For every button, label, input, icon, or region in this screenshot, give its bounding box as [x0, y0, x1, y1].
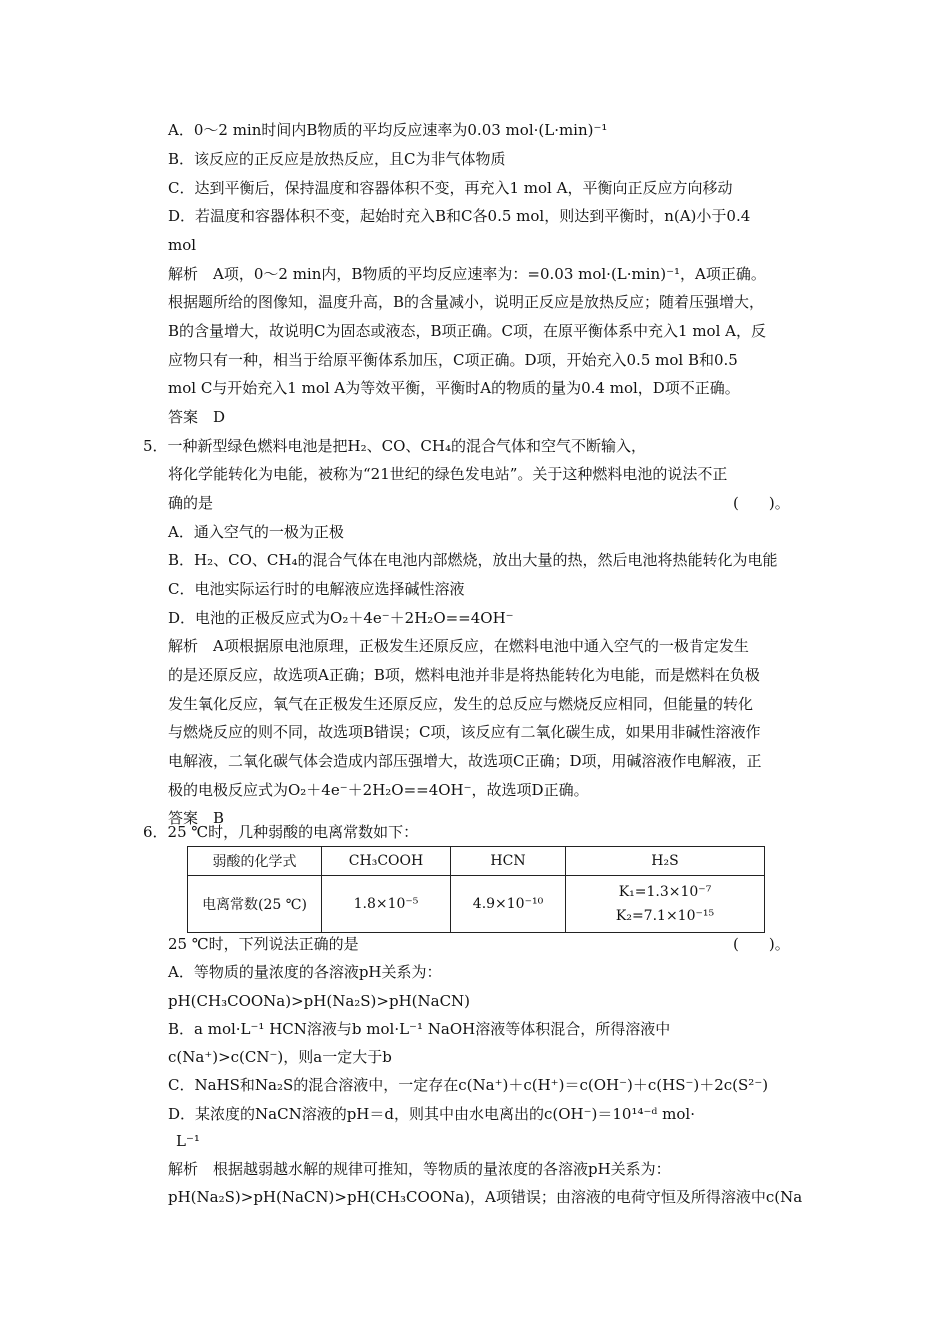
q5-analysis-line: 电解液，二氧化碳气体会造成内部压强增大，故选项C正确；D项，用碱溶液作电解液，正 — [168, 752, 762, 770]
q4-analysis-line: B的含量增大，故说明C为固态或液态，B项正确。C项，在原平衡体系中充入1 mol A，反 — [168, 322, 766, 340]
q5-analysis-line: 发生氧化反应，氧气在正极发生还原反应，发生的总反应与燃烧反应相同，但能量的转化 — [168, 695, 754, 713]
q5-analysis-line: 解析 A项根据原电池原理，正极发生还原反应，在燃料电池中通入空气的一极肯定发生 — [168, 637, 749, 655]
h2s-k1: K₁=1.3×10⁻⁷ — [618, 884, 712, 900]
q6-stem-line2: 25 ℃时，下列说法正确的是 — [168, 935, 359, 953]
table-header-cell: CH₃COOH — [322, 847, 451, 876]
q5-option-c: C．电池实际运行时的电解液应选择碱性溶液 — [168, 580, 465, 598]
table-header-row — [188, 847, 765, 876]
table-cell: 4.9×10⁻¹⁰ — [451, 876, 566, 933]
q4-answer: 答案 D — [168, 408, 226, 426]
q4-option-c: C．达到平衡后，保持温度和容器体积不变，再充入1 mol A，平衡向正反应方向移动 — [168, 179, 733, 197]
table-header-cell: 弱酸的化学式 — [188, 847, 322, 876]
q4-option-a: A．0～2 min时间内B物质的平均反应速率为0.03 mol·(L·min)⁻¹ — [168, 121, 608, 139]
q5-analysis-line: 极的电极反应式为O₂＋4e⁻＋2H₂O==4OH⁻，故选项D正确。 — [168, 781, 589, 799]
table-cell-h2s — [566, 876, 765, 933]
q5-analysis-line: 与燃烧反应的则不同，故选项B错误；C项，该反应有二氧化碳生成，如果用非碱性溶液作 — [168, 723, 761, 741]
table-cell: 1.8×10⁻⁵ — [322, 876, 451, 933]
table-header-cell: H₂S — [566, 847, 765, 876]
q6-stem: 6．25 ℃时，几种弱酸的电离常数如下： — [143, 823, 419, 841]
q5-analysis-line: 的是还原反应，故选项A正确；B项，燃料电池并非是将热能转化为电能，而是燃料在负极 — [168, 666, 760, 684]
q6-option-d-line1: D．某浓度的NaCN溶液的pH＝d，则其中由水电离出的c(OH⁻)＝10¹⁴⁻ᵈ mol· — [168, 1105, 696, 1123]
h2s-k2: K₂=7.1×10⁻¹⁵ — [615, 908, 715, 924]
q5-answer-paren: ( )。 — [733, 494, 790, 512]
q6-option-b-line2: c(Na⁺)>c(CN⁻)，则a一定大于b — [168, 1048, 392, 1066]
q6-analysis-line: pH(Na₂S)>pH(NaCN)>pH(CH₃COONa)，A项错误；由溶液的电荷守恒及所得溶液中c(Na — [168, 1188, 803, 1206]
q4-analysis-line: 应物只有一种，相当于给原平衡体系加压，C项正确。D项，开始充入0.5 mol B和0.5 — [168, 351, 738, 369]
q6-option-d-line2: L⁻¹ — [176, 1132, 200, 1150]
q5-stem-line3: 确的是 — [168, 494, 214, 512]
q6-answer-paren: ( )。 — [733, 935, 790, 953]
q4-option-b: B．该反应的正反应是放热反应，且C为非气体物质 — [168, 150, 506, 168]
q4-option-d-line1: D．若温度和容器体积不变，起始时充入B和C各0.5 mol，则达到平衡时，n(A)小于0.4 — [168, 207, 751, 225]
q4-analysis-line: mol C与开始充入1 mol A为等效平衡，平衡时A的物质的量为0.4 mol，D项不正确。 — [168, 379, 740, 397]
q4-analysis-line: 解析 A项，0～2 min内，B物质的平均反应速率为：=0.03 mol·(L·min)⁻¹，A项正确。 — [168, 265, 766, 283]
table-row-label: 电离常数(25 ℃) — [188, 876, 322, 933]
table-header-cell: HCN — [451, 847, 566, 876]
q6-option-b-line1: B．a mol·L⁻¹ HCN溶液与b mol·L⁻¹ NaOH溶液等体积混合，所得溶液中 — [168, 1020, 671, 1038]
q5-option-a: A．通入空气的一极为正极 — [168, 523, 344, 541]
q5-stem-line1: 5．一种新型绿色燃料电池是把H₂、CO、CH₄的混合气体和空气不断输入， — [143, 437, 646, 455]
q6-analysis-line: 解析 根据越弱越水解的规律可推知，等物质的量浓度的各溶液pH关系为： — [168, 1160, 671, 1178]
q4-option-d-line2: mol — [168, 236, 197, 254]
ionization-constant-table — [187, 846, 765, 933]
q5-option-d: D．电池的正极反应式为O₂＋4e⁻＋2H₂O==4OH⁻ — [168, 609, 514, 627]
q5-option-b: B．H₂、CO、CH₄的混合气体在电池内部燃烧，放出大量的热，然后电池将热能转化为电能 — [168, 551, 778, 569]
q4-analysis-line: 根据题所给的图像知，温度升高，B的含量减小，说明正反应是放热反应；随着压强增大， — [168, 293, 765, 311]
q6-option-c: C．NaHS和Na₂S的混合溶液中，一定存在c(Na⁺)＋c(H⁺)＝c(OH⁻)＋c(HS⁻)＋2c(S²⁻) — [168, 1076, 769, 1094]
table-row — [188, 876, 765, 933]
q6-option-a-line1: A．等物质的量浓度的各溶液pH关系为： — [168, 963, 442, 981]
q5-answer: 答案 B — [168, 809, 225, 827]
q6-option-a-line2: pH(CH₃COONa)>pH(Na₂S)>pH(NaCN) — [168, 992, 471, 1010]
q5-stem-line2: 将化学能转化为电能，被称为“21世纪的绿色发电站”。关于这种燃料电池的说法不正 — [168, 465, 728, 483]
